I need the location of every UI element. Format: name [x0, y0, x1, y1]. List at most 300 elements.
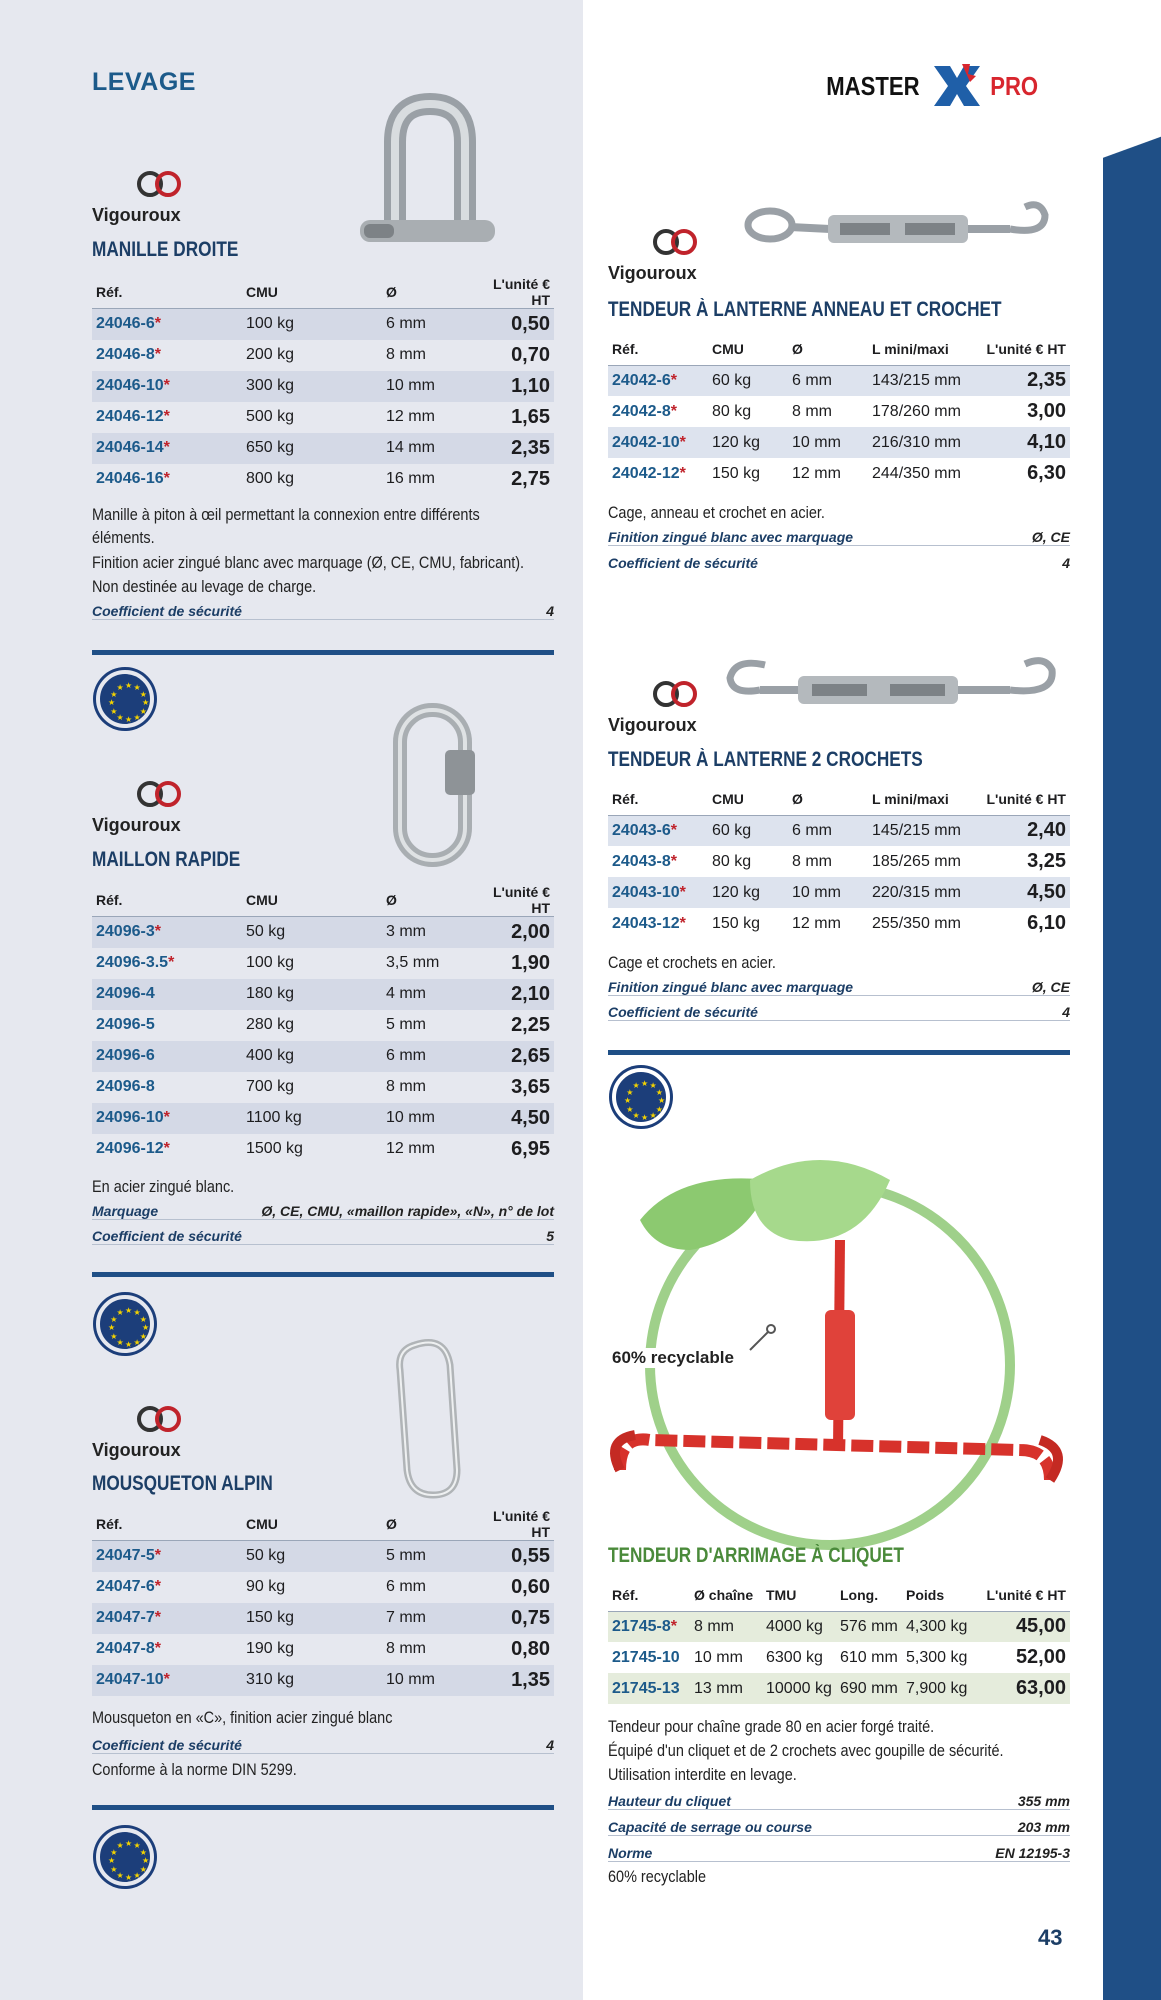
tendeur1-title: TENDEUR À LANTERNE ANNEAU ET CROCHET — [608, 298, 1002, 321]
price-cell: 2,25 — [511, 1013, 550, 1036]
table-row — [608, 458, 1070, 489]
l-cell: 178/260 mm — [872, 402, 961, 420]
d-cell: 4 mm — [382, 979, 482, 1010]
mousqueton-coef — [92, 1732, 554, 1754]
vigouroux-logo — [92, 170, 202, 226]
page-number: 43 — [1038, 1925, 1063, 1950]
ref-text: 24046-14 — [96, 439, 164, 456]
ref-text: 24046-10 — [96, 377, 164, 394]
ref-cell — [608, 877, 708, 908]
brand-pro: PRO — [990, 70, 1038, 101]
ref-cell — [92, 1041, 242, 1072]
eu-star-icon: ★ — [139, 706, 147, 716]
col-chain-diameter: Ø chaîne — [690, 1580, 762, 1611]
right-edge-band — [1103, 130, 1161, 2000]
maillon-desc-1: En acier zingué blanc. — [92, 1177, 235, 1196]
cmu-cell: 190 kg — [246, 1640, 295, 1657]
d-cell: 8 mm — [386, 1078, 426, 1095]
table-row — [608, 846, 1070, 877]
eu-star-icon: ★ — [116, 1870, 124, 1880]
ref-text: 21745-13 — [612, 1679, 680, 1697]
eu-star-icon: ★ — [139, 689, 147, 699]
tendeur2-coef — [608, 999, 1070, 1021]
d-cell: 6 mm — [382, 309, 482, 340]
mousqueton-carabiner-image — [385, 1330, 475, 1505]
d-cell: 7 mm — [382, 1603, 482, 1634]
ref-cell — [92, 917, 242, 948]
cmu-cell: 80 kg — [712, 402, 752, 420]
price-cell: 2,75 — [511, 467, 550, 490]
col-ref: Réf. — [608, 334, 708, 365]
ref-cell — [92, 1134, 242, 1165]
col-cmu: CMU — [242, 276, 382, 309]
tendeur3-h-label: Hauteur du cliquet — [608, 1793, 731, 1809]
ref-cell — [92, 1634, 242, 1665]
tmu-cell: 4000 kg — [762, 1611, 836, 1642]
d-cell: 6 mm — [788, 815, 868, 846]
masterpro-logo — [818, 62, 1042, 110]
ref-cell — [92, 948, 242, 979]
l-cell: 244/350 mm — [872, 464, 961, 482]
cmu-cell: 400 kg — [242, 1041, 382, 1072]
ref-text: 24046-8 — [96, 346, 155, 363]
cmu-cell: 650 kg — [242, 433, 382, 464]
price-cell: 4,50 — [482, 1103, 554, 1134]
col-diameter: Ø — [382, 276, 482, 309]
ref-text: 24046-12 — [96, 408, 164, 425]
table-row — [92, 979, 554, 1010]
ref-text: 24047-6 — [96, 1578, 155, 1595]
asterisk: * — [670, 852, 677, 870]
col-diameter: Ø — [788, 784, 868, 815]
ref-cell — [608, 815, 708, 846]
table-row — [608, 427, 1070, 458]
eu-star-icon: ★ — [116, 1841, 124, 1851]
asterisk: * — [670, 402, 677, 420]
eu-star-icon: ★ — [139, 1331, 147, 1341]
cmu-cell: 1500 kg — [246, 1140, 303, 1157]
eu-star-icon: ★ — [624, 1096, 632, 1105]
price-cell: 1,65 — [511, 405, 550, 428]
ref-cell — [608, 396, 708, 427]
mousqueton-coef-value: 4 — [546, 1737, 554, 1753]
col-price: L'unité € HT — [978, 334, 1070, 365]
maillon-marq-label: Marquage — [92, 1203, 159, 1219]
vigouroux-name: Vigouroux — [608, 263, 697, 283]
section-title: LEVAGE — [92, 68, 196, 96]
eu-star-icon: ★ — [142, 1323, 150, 1332]
ref-text: 24042-10 — [612, 433, 680, 451]
ref-cell — [608, 1673, 690, 1704]
eu-stars-icon — [96, 1828, 154, 1886]
eu-stars-icon — [96, 1295, 154, 1353]
tendeur2-fin-label: Finition zingué blanc avec marquage — [608, 979, 854, 995]
col-diameter: Ø — [788, 334, 868, 365]
maillon-table — [92, 884, 554, 1165]
cmu-cell: 300 kg — [242, 371, 382, 402]
eu-star-icon: ★ — [649, 1081, 657, 1091]
ref-text: 24043-10 — [612, 883, 680, 901]
eu-star-icon: ★ — [116, 1308, 124, 1318]
asterisk: * — [154, 923, 161, 941]
vigouroux-emblem-icon — [608, 680, 718, 710]
cmu-cell: 120 kg — [708, 427, 788, 458]
cmu-cell: 120 kg — [708, 877, 788, 908]
maillon-marq-value: Ø, CE, CMU, «maillon rapide», «N», n° de lot — [261, 1203, 554, 1219]
asterisk: * — [154, 346, 161, 363]
cmu-cell: 80 kg — [712, 852, 752, 870]
mousqueton-title: MOUSQUETON ALPIN — [92, 1472, 273, 1495]
ref-text: 21745-10 — [612, 1648, 680, 1666]
l-cell: 145/215 mm — [868, 815, 978, 846]
col-ref: Réf. — [92, 1508, 242, 1541]
tendeur2-fin-value: Ø, CE — [1031, 979, 1070, 995]
price-cell: 3,65 — [511, 1075, 550, 1098]
d-cell: 16 mm — [386, 470, 435, 487]
eu-star-icon: ★ — [139, 1847, 147, 1857]
ref-text: 24047-5 — [96, 1547, 155, 1565]
eu-star-icon: ★ — [133, 712, 141, 722]
table-row — [608, 1611, 1070, 1642]
eu-star-icon: ★ — [116, 712, 124, 722]
col-price: L'unité € HT — [482, 1508, 554, 1541]
eu-star-icon: ★ — [110, 689, 118, 699]
asterisk: * — [163, 1140, 170, 1157]
eu-star-icon: ★ — [110, 706, 118, 716]
section-divider — [92, 1272, 554, 1277]
cmu-cell: 180 kg — [242, 979, 382, 1010]
d-cell: 3,5 mm — [386, 954, 440, 971]
col-price: L'unité € HT — [482, 276, 554, 309]
price-cell: 6,95 — [511, 1137, 550, 1160]
masterpro-x-icon — [932, 62, 982, 110]
table-row — [92, 948, 554, 979]
price-cell: 2,35 — [482, 433, 554, 464]
d-cell: 13 mm — [690, 1673, 762, 1704]
tendeur3-title: TENDEUR D'ARRIMAGE À CLIQUET — [608, 1544, 904, 1567]
ref-cell — [608, 458, 708, 489]
table-row — [608, 815, 1070, 846]
asterisk: * — [670, 371, 677, 389]
asterisk: * — [154, 1640, 161, 1657]
ref-cell — [608, 846, 708, 877]
cmu-cell: 60 kg — [708, 365, 788, 396]
eu-star-icon: ★ — [655, 1087, 663, 1097]
ref-text: 24096-12 — [96, 1140, 164, 1157]
ref-text: 24096-5 — [96, 1016, 155, 1033]
ref-cell — [92, 979, 242, 1010]
col-price: L'unité € HT — [972, 1580, 1070, 1611]
table-row — [92, 1634, 554, 1665]
d-cell: 10 mm — [382, 1665, 482, 1696]
col-cmu: CMU — [242, 1508, 382, 1541]
tendeur3-desc-4: 60% recyclable — [608, 1867, 706, 1886]
price-cell: 2,10 — [482, 979, 554, 1010]
manille-desc-3: Finition acier zingué blanc avec marquage (Ø, CE, CMU, fabricant). — [92, 553, 525, 572]
d-cell: 12 mm — [792, 464, 841, 482]
eu-star-icon: ★ — [108, 698, 116, 707]
d-cell: 10 mm — [788, 427, 868, 458]
d-cell: 8 mm — [386, 346, 426, 363]
manille-shackle-image — [350, 92, 500, 257]
asterisk: * — [679, 914, 686, 932]
table-row — [92, 1572, 554, 1603]
tendeur1-fin-value: Ø, CE — [1031, 529, 1070, 545]
tendeur2-coef-value: 4 — [1062, 1004, 1070, 1020]
eu-star-icon: ★ — [110, 1847, 118, 1857]
price-cell: 1,90 — [511, 951, 550, 974]
ref-cell — [92, 402, 242, 433]
table-row — [608, 1673, 1070, 1704]
manille-coef — [92, 598, 554, 620]
vigouroux-emblem-icon — [92, 780, 202, 810]
ref-text: 24046-16 — [96, 470, 164, 487]
ref-text: 24096-10 — [96, 1109, 164, 1126]
asterisk: * — [154, 1609, 161, 1626]
cmu-cell: 200 kg — [246, 346, 295, 363]
section-divider — [92, 650, 554, 655]
d-cell: 10 mm — [694, 1648, 743, 1666]
tendeur-two-hooks-image — [720, 650, 1065, 725]
d-cell: 10 mm — [382, 371, 482, 402]
eu-star-icon: ★ — [116, 1337, 124, 1347]
tendeur3-hauteur — [608, 1788, 1070, 1810]
table-row — [608, 365, 1070, 396]
manille-table — [92, 276, 554, 495]
table-row — [92, 1665, 554, 1696]
d-cell: 8 mm — [792, 402, 832, 420]
cmu-cell: 100 kg — [242, 309, 382, 340]
price-cell: 2,00 — [482, 917, 554, 948]
asterisk: * — [168, 954, 175, 971]
d-cell: 12 mm — [386, 1140, 435, 1157]
d-cell: 14 mm — [382, 433, 482, 464]
price-cell: 0,70 — [511, 343, 550, 366]
eu-star-icon: ★ — [133, 1337, 141, 1347]
l-cell: 220/315 mm — [868, 877, 978, 908]
price-cell: 0,60 — [511, 1575, 550, 1598]
tendeur3-n-label: Norme — [608, 1845, 653, 1861]
tendeur-eye-hook-image — [740, 195, 1060, 265]
price-cell: 2,35 — [978, 365, 1070, 396]
col-weight: Poids — [902, 1580, 972, 1611]
eu-star-icon: ★ — [655, 1104, 663, 1114]
ref-cell — [608, 427, 708, 458]
vigouroux-logo — [608, 680, 718, 736]
ref-text: 24043-8 — [612, 852, 671, 870]
cmu-cell: 60 kg — [708, 815, 788, 846]
tendeur3-desc-2: Équipé d'un cliquet et de 2 crochets avec goupille de sécurité. — [608, 1741, 1004, 1760]
ref-text: 24096-6 — [96, 1047, 155, 1064]
d-cell: 6 mm — [382, 1041, 482, 1072]
ref-cell — [92, 1541, 242, 1572]
ref-text: 24047-10 — [96, 1671, 164, 1688]
col-diameter: Ø — [382, 1508, 482, 1541]
tendeur3-norme — [608, 1840, 1070, 1862]
price-cell: 2,40 — [978, 815, 1070, 846]
eu-stars-icon — [96, 670, 154, 728]
table-row — [92, 402, 554, 433]
l-cell: 610 mm — [840, 1648, 898, 1666]
eu-star-icon: ★ — [641, 1079, 649, 1088]
price-cell: 52,00 — [1015, 1646, 1066, 1668]
asterisk: * — [163, 408, 170, 425]
price-cell: 6,10 — [1027, 912, 1066, 934]
vigouroux-name: Vigouroux — [92, 815, 181, 835]
d-cell: 12 mm — [386, 408, 435, 425]
eu-star-icon: ★ — [133, 683, 141, 693]
cmu-cell: 800 kg — [246, 470, 295, 487]
tendeur3-n-value: EN 12195-3 — [995, 1845, 1070, 1861]
price-cell: 1,10 — [482, 371, 554, 402]
eu-star-icon: ★ — [125, 1873, 133, 1882]
price-cell: 63,00 — [972, 1673, 1070, 1704]
cmu-cell: 150 kg — [712, 914, 761, 932]
eu-star-icon: ★ — [133, 1870, 141, 1880]
ref-cell — [92, 1665, 242, 1696]
p-cell: 5,300 kg — [906, 1648, 968, 1666]
vigouroux-logo — [92, 780, 202, 836]
table-row — [92, 1603, 554, 1634]
col-price: L'unité € HT — [482, 884, 554, 917]
eu-star-icon: ★ — [649, 1110, 657, 1120]
ref-cell — [608, 1611, 690, 1642]
ref-cell — [92, 1572, 242, 1603]
eu-star-icon: ★ — [125, 1340, 133, 1349]
tendeur3-h-value: 355 mm — [1017, 1793, 1070, 1809]
asterisk: * — [163, 470, 170, 487]
ref-cell — [92, 340, 242, 371]
maillon-coef-label: Coefficient de sécurité — [92, 1228, 242, 1244]
price-cell: 4,10 — [978, 427, 1070, 458]
asterisk: * — [670, 821, 677, 839]
d-cell: 5 mm — [386, 1016, 426, 1033]
l-cell: 690 mm — [836, 1673, 902, 1704]
col-tmu: TMU — [762, 1580, 836, 1611]
table-row — [92, 1134, 554, 1165]
recyclable-callout: 60% recyclable — [608, 1348, 738, 1368]
table-row — [92, 464, 554, 495]
cmu-cell: 700 kg — [246, 1078, 295, 1095]
d-cell: 5 mm — [382, 1541, 482, 1572]
maillon-marquage — [92, 1198, 554, 1220]
vigouroux-name: Vigouroux — [92, 1440, 181, 1460]
l-cell: 576 mm — [836, 1611, 902, 1642]
cmu-cell: 500 kg — [246, 408, 295, 425]
ref-text: 24043-6 — [612, 821, 671, 839]
ref-text: 24096-3 — [96, 923, 155, 941]
cmu-cell: 50 kg — [242, 1541, 382, 1572]
l-cell: 185/265 mm — [872, 852, 961, 870]
l-cell: 143/215 mm — [868, 365, 978, 396]
manille-desc-4: Non destinée au levage de charge. — [92, 577, 317, 596]
eu-star-icon: ★ — [125, 1839, 133, 1848]
ref-cell — [92, 1103, 242, 1134]
price-cell: 45,00 — [972, 1611, 1070, 1642]
table-row — [92, 340, 554, 371]
ref-text: 24047-7 — [96, 1609, 155, 1626]
tendeur1-coef-value: 4 — [1062, 555, 1070, 571]
price-cell: 6,30 — [1027, 462, 1066, 484]
tendeur2-title: TENDEUR À LANTERNE 2 CROCHETS — [608, 748, 923, 771]
ref-text: 24042-8 — [612, 402, 671, 420]
col-length: Long. — [836, 1580, 902, 1611]
tendeur3-desc-3: Utilisation interdite en levage. — [608, 1765, 797, 1784]
ref-text: 24046-6 — [96, 315, 155, 333]
table-row — [92, 1010, 554, 1041]
d-cell: 6 mm — [386, 1578, 426, 1595]
eu-star-icon: ★ — [641, 1113, 649, 1122]
mousqueton-coef-label: Coefficient de sécurité — [92, 1737, 242, 1753]
l-cell: 255/350 mm — [872, 914, 961, 932]
manille-coef-value: 4 — [546, 603, 554, 619]
col-cmu: CMU — [242, 884, 382, 917]
price-cell: 3,00 — [1027, 400, 1066, 422]
table-row — [92, 1541, 554, 1572]
cmu-cell: 100 kg — [246, 954, 295, 971]
col-diameter: Ø — [382, 884, 482, 917]
d-cell: 8 mm — [690, 1611, 762, 1642]
table-row — [92, 1041, 554, 1072]
d-cell: 8 mm — [792, 852, 832, 870]
l-cell: 216/310 mm — [868, 427, 978, 458]
asterisk: * — [154, 315, 161, 333]
eu-star-icon: ★ — [139, 1314, 147, 1324]
cmu-cell: 90 kg — [246, 1578, 286, 1595]
cmu-cell: 150 kg — [712, 464, 761, 482]
eu-star-icon: ★ — [142, 1856, 150, 1865]
col-cmu: CMU — [708, 784, 788, 815]
ref-text: 24042-6 — [612, 371, 671, 389]
ref-cell — [92, 1010, 242, 1041]
asterisk: * — [679, 883, 686, 901]
tendeur3-capacite — [608, 1814, 1070, 1836]
vigouroux-emblem-icon — [92, 170, 202, 200]
asterisk: * — [163, 377, 170, 394]
table-row — [608, 877, 1070, 908]
vigouroux-logo — [608, 228, 718, 284]
cmu-cell: 310 kg — [242, 1665, 382, 1696]
asterisk: * — [154, 1547, 161, 1565]
tendeur1-desc-1: Cage, anneau et crochet en acier. — [608, 503, 825, 522]
eu-star-icon: ★ — [108, 1856, 116, 1865]
price-cell: 4,50 — [978, 877, 1070, 908]
d-cell: 12 mm — [792, 914, 841, 932]
ref-cell — [608, 365, 708, 396]
table-row — [608, 1642, 1070, 1673]
col-price: L'unité € HT — [978, 784, 1070, 815]
tmu-cell: 6300 kg — [766, 1648, 823, 1666]
tendeur3-table — [608, 1580, 1070, 1704]
col-length: L mini/maxi — [868, 334, 978, 365]
eu-star-icon: ★ — [125, 715, 133, 724]
vigouroux-emblem-icon — [608, 228, 718, 258]
eu-star-icon: ★ — [110, 1864, 118, 1874]
asterisk: * — [163, 1671, 170, 1688]
price-cell: 3,25 — [1027, 850, 1066, 872]
eu-star-icon: ★ — [139, 1864, 147, 1874]
cmu-cell: 150 kg — [242, 1603, 382, 1634]
ref-cell — [92, 464, 242, 495]
ref-cell — [92, 433, 242, 464]
vigouroux-logo — [92, 1405, 202, 1461]
cmu-cell: 280 kg — [246, 1016, 295, 1033]
tmu-cell: 10000 kg — [762, 1673, 836, 1704]
col-ref: Réf. — [92, 276, 242, 309]
col-cmu: CMU — [708, 334, 788, 365]
eu-star-icon: ★ — [133, 1308, 141, 1318]
table-row — [608, 396, 1070, 427]
